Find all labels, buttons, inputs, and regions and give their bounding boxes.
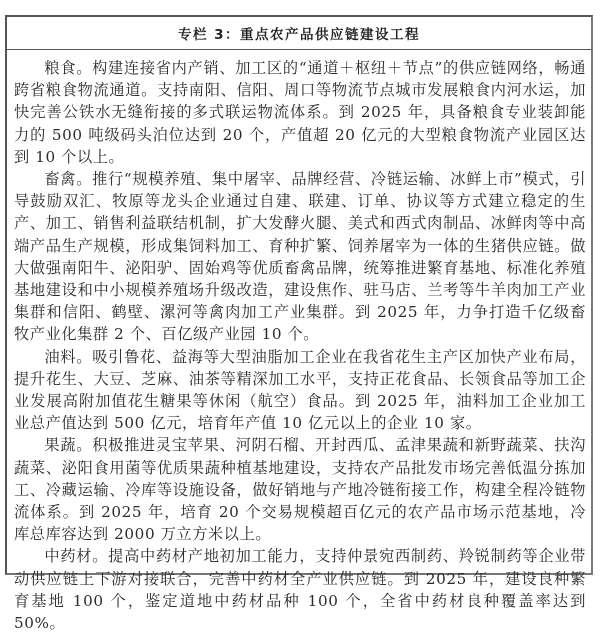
box-title: 专栏 3：重点农产品供应链建设工程 [7, 17, 591, 50]
feature-box [5, 15, 593, 633]
section-herbal-medicine [14, 545, 586, 634]
section-fruit-veg [14, 434, 586, 545]
section-text: 积极推进灵宝苹果、河阴石榴、开封西瓜、孟津果蔬和新野蔬菜、扶沟蔬菜、泌阳食用菌等优质果蔬种植基地建设，支持农产品批发市场完善低温分拣加工、冷藏运输、冷库等设施设备，做好销地与产地冷链衔接工作，构建全程冷链物流体系。到 2025 年，培育 20 个交易规模超百亿元的农产品市场示范基地，冷库总库容达到 2000 万立方米以上。 [14, 436, 586, 544]
section-livestock [14, 168, 586, 346]
section-lead: 果蔬。 [44, 436, 93, 455]
section-lead: 粮食。 [44, 59, 93, 77]
section-text: 推行“规模养殖、集中屠宰、品牌经营、冷链运输、冰鲜上市”模式，引导鼓励双汇、牧原等龙头企业通过自建、联建、订单、协议等方式建立稳定的生产、加工、销售利益联结机制，扩大发酵火腿、美式和西式肉制品、冰鲜肉等中高端产品生产规模，形成集饲料加工、育种扩繁、饲养屠宰为一体的生猪供应链。做大做强南阳牛、泌阳驴、固始鸡等优质畜禽品牌，统筹推进繁育基地、标准化养殖基地建设和中小规模养殖场升级改造，建设焦作、驻马店、兰考等牛羊肉加工产业集群和信阳、鹤壁、漯河等禽肉加工产业集群。到 2025 年，力争打造千亿级畜牧产业化集群 2 个、百亿级产业园 10 个。 [14, 170, 586, 344]
box-body [7, 50, 591, 634]
section-lead: 畜禽。 [44, 170, 93, 189]
section-lead: 中药材。 [44, 547, 109, 566]
section-grain [14, 57, 586, 168]
section-text: 吸引鲁花、益海等大型油脂加工企业在我省花生主产区加快产业布局，提升花生、大豆、芝麻、油茶等精深加工水平，支持正花食品、长领食品等加工企业发展高附加值花生糖果等休闲（航空）食品。到 2025 年，油料加工企业加工业总产值达到 500 亿元，培育年产值 10 亿元以上的企业 10 家。 [14, 347, 586, 433]
section-text: 提高中药材产地初加工能力，支持仲景宛西制药、羚锐制药等企业带动供应链上下游对接联合，完善中药材全产业供应链。到 2025 年，建设良种繁育基地 100 个，鉴定道地中药材品种 100 个，全省中药材良种覆盖率达到 50%。 [14, 547, 587, 633]
section-lead: 油料。 [44, 347, 93, 366]
section-text: 构建连接省内产销、加工区的“通道＋枢纽＋节点”的供应链网络，畅通跨省粮食物流通道。支持南阳、信阳、周口等物流节点城市发展粮食内河水运，加快完善公铁水无缝衔接的多式联运物流体系。到 2025 年，具备粮食专业装卸能力的 500 吨级码头泊位达到 20 个，产值超 20 亿元的大型粮食物流产业园区达到 10 个以上。 [14, 59, 586, 166]
section-oilseed [14, 346, 586, 435]
